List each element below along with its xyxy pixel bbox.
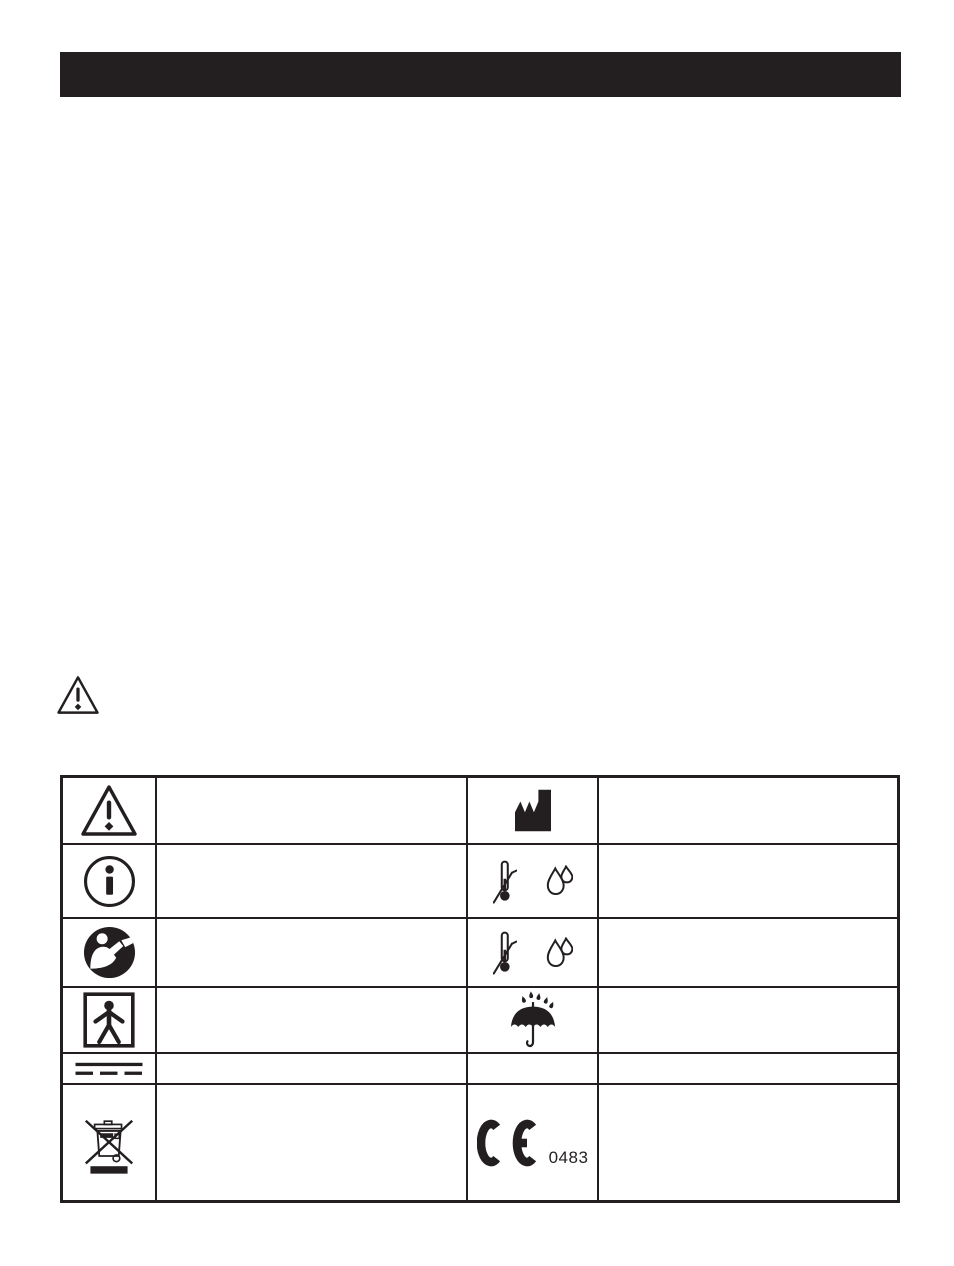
symbol-description	[157, 1054, 468, 1085]
symbol-description	[599, 778, 897, 845]
symbol-description	[599, 1054, 897, 1085]
crossed-thermometer-icon	[493, 929, 517, 976]
section-header-bar	[60, 52, 901, 97]
direct-current-icon	[63, 1054, 157, 1085]
type-bf-applied-part-icon	[63, 988, 157, 1054]
symbol-description	[157, 919, 468, 988]
symbol-description	[157, 845, 468, 919]
ce-notified-body-number: 0483	[548, 1147, 589, 1167]
symbol-description	[157, 1085, 468, 1200]
keep-dry-icon	[468, 988, 599, 1054]
warning-triangle-icon	[57, 675, 99, 718]
weee-crossed-bin-icon	[63, 1085, 157, 1200]
information-icon	[63, 845, 157, 919]
humidity-droplets-icon	[545, 865, 573, 897]
ce-mark	[468, 1085, 599, 1200]
symbols-table	[60, 775, 900, 1203]
symbol-description	[157, 778, 468, 845]
symbol-description	[599, 845, 897, 919]
symbol-description	[599, 988, 897, 1054]
empty-symbol-cell	[468, 1054, 599, 1085]
ce-letters-icon	[477, 1118, 543, 1168]
temperature-humidity-limit-icon	[468, 845, 599, 919]
manufacturer-icon	[468, 778, 599, 845]
symbol-description	[599, 1085, 897, 1200]
symbol-description	[157, 988, 468, 1054]
humidity-droplets-icon	[545, 937, 573, 969]
warning-triangle-icon	[63, 778, 157, 845]
temperature-humidity-limit-icon	[468, 919, 599, 988]
crossed-thermometer-icon	[493, 858, 517, 905]
consult-instructions-icon	[63, 919, 157, 988]
symbol-description	[599, 919, 897, 988]
